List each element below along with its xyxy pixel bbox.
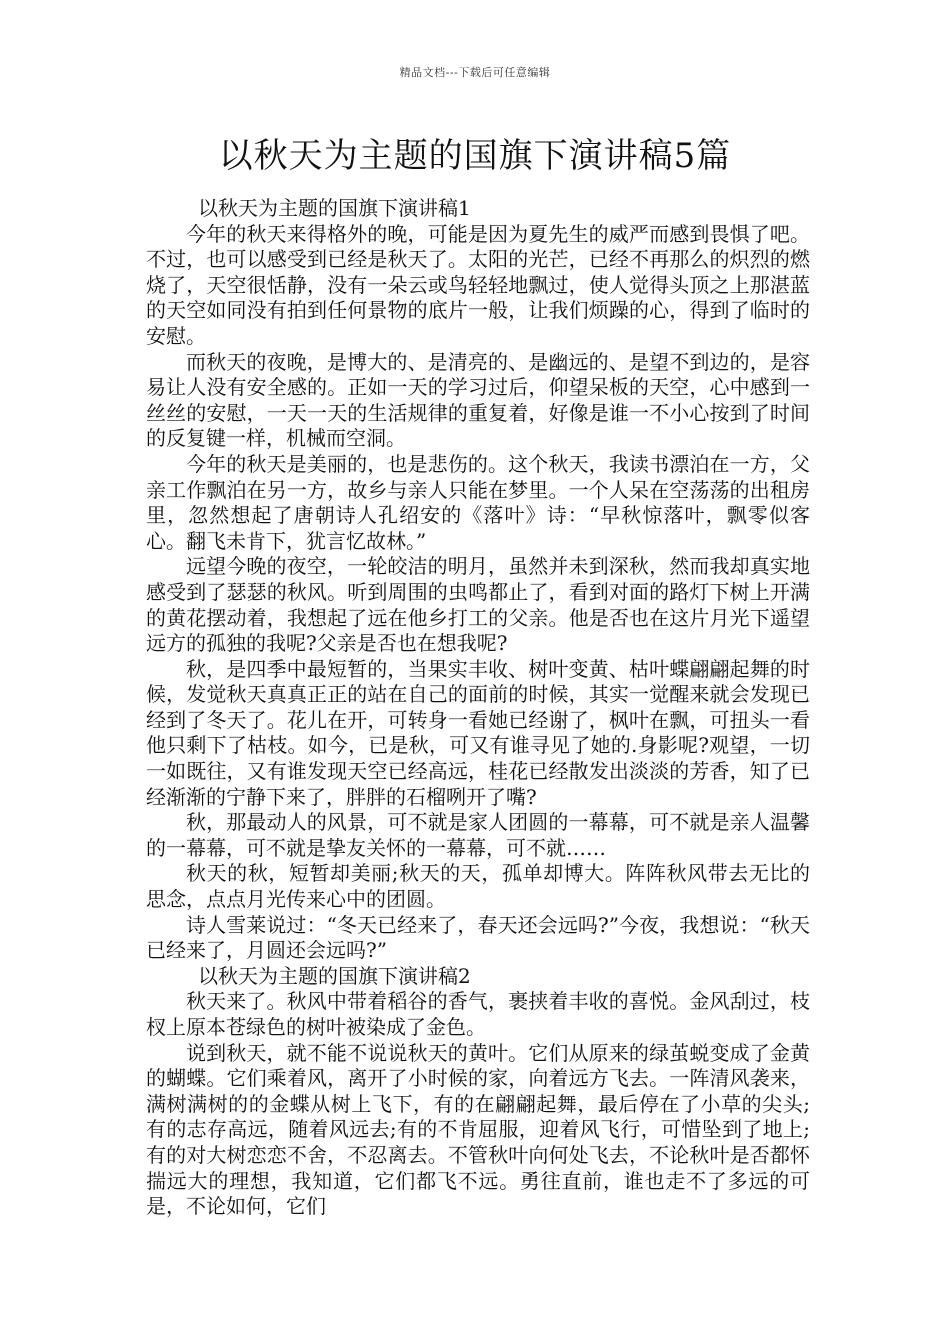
paragraph: 说到秋天，就不能不说说秋天的黄叶。它们从原来的绿茧蜕变成了金黄的蝴蝶。它们乘着风，离开了小时候的家，向着远方飞去。一阵清风袭来，满树满树的的金蝶从树上飞下，有的在翩翩起舞，最后停在了小草的尖头;有的志存高远，随着风远去;有的不肯屈服，迎着风飞行，可惜坠到了地上;有的对大树恋恋不舍，不忍离去。不管秋叶向何处飞去，不论秋叶是否都怀揣远大的理想，我知道，它们都飞不远。勇往直前，谁也走不了多远的可是，不论如何，它们 <box>146 1040 810 1219</box>
paragraph: 秋天来了。秋风中带着稻谷的香气，裹挟着丰收的喜悦。金风刮过，枝杈上原本苍绿色的树叶被染成了金色。 <box>146 989 810 1039</box>
page-header: 精品文档---下载后可任意编辑 <box>399 66 551 79</box>
paragraph: 而秋天的夜晚，是博大的、是清亮的、是幽远的、是望不到边的，是容易让人没有安全感的。正如一天的学习过后，仰望呆板的天空，心中感到一丝丝的安慰，一天一天的生活规律的重复着，好像是谁一不小心按到了时间的反复键一样，机械而空洞。 <box>146 349 810 451</box>
paragraph: 远望今晚的夜空，一轮皎洁的明月，虽然并未到深秋，然而我却真实地感受到了瑟瑟的秋风。听到周围的虫鸣都止了，看到对面的路灯下树上开满的黄花摆动着，我想起了远在他乡打工的父亲。他是否也在这片月光下遥望远方的孤独的我呢?父亲是否也在想我呢? <box>146 554 810 656</box>
paragraph: 秋，是四季中最短暂的，当果实丰收、树叶变黄、枯叶蝶翩翩起舞的时候，发觉秋天真真正正的站在自己的面前的时候，其实一觉醒来就会发现已经到了冬天了。花儿在开，可转身一看她已经谢了，枫叶在飘，可扭头一看他只剩下了枯枝。如今，已是秋，可又有谁寻见了她的.身影呢?观望，一切一如既往，又有谁发现天空已经高远，桂花已经散发出淡淡的芳香，知了已经渐渐的宁静下来了，胖胖的石榴咧开了嘴? <box>146 656 810 809</box>
paragraph: 秋天的秋，短暂却美丽;秋天的天，孤单却博大。阵阵秋风带去无比的思念，点点月光传来心中的团圆。 <box>146 861 810 912</box>
paragraph: 秋，那最动人的风景，可不就是家人团圆的一幕幕，可不就是亲人温馨的一幕幕，可不就是挚友关怀的一幕幕，可不就…… <box>146 810 810 860</box>
paragraph: 诗人雪莱说过：“冬天已经来了，春天还会远吗?”今夜，我想说：“秋天已经来了，月圆还会远吗?” <box>146 912 810 963</box>
paragraph: 今年的秋天是美丽的，也是悲伤的。这个秋天，我读书漂泊在一方，父亲工作飘泊在另一方，故乡与亲人只能在梦里。一个人呆在空荡荡的出租房里，忽然想起了唐朝诗人孔绍安的《落叶》诗：“早秋惊落叶，飘零似客心。翻飞未肯下，犹言忆故林。” <box>146 451 810 553</box>
document-body <box>146 196 810 1220</box>
section-heading-1: 以秋天为主题的国旗下演讲稿1 <box>198 196 471 220</box>
section-heading-2: 以秋天为主题的国旗下演讲稿2 <box>198 963 471 988</box>
document-title: 以秋天为主题的国旗下演讲稿5篇 <box>218 136 732 176</box>
paragraph: 今年的秋天来得格外的晚，可能是因为夏先生的威严而感到畏惧了吧。不过，也可以感受到已经是秋天了。太阳的光芒，已经不再那么的炽烈的燃烧了，天空很恬静，没有一朵云或鸟轻轻地飘过，使人觉得头顶之上那湛蓝的天空如同没有拍到任何景物的底片一般，让我们烦躁的心，得到了临时的安慰。 <box>146 221 810 348</box>
